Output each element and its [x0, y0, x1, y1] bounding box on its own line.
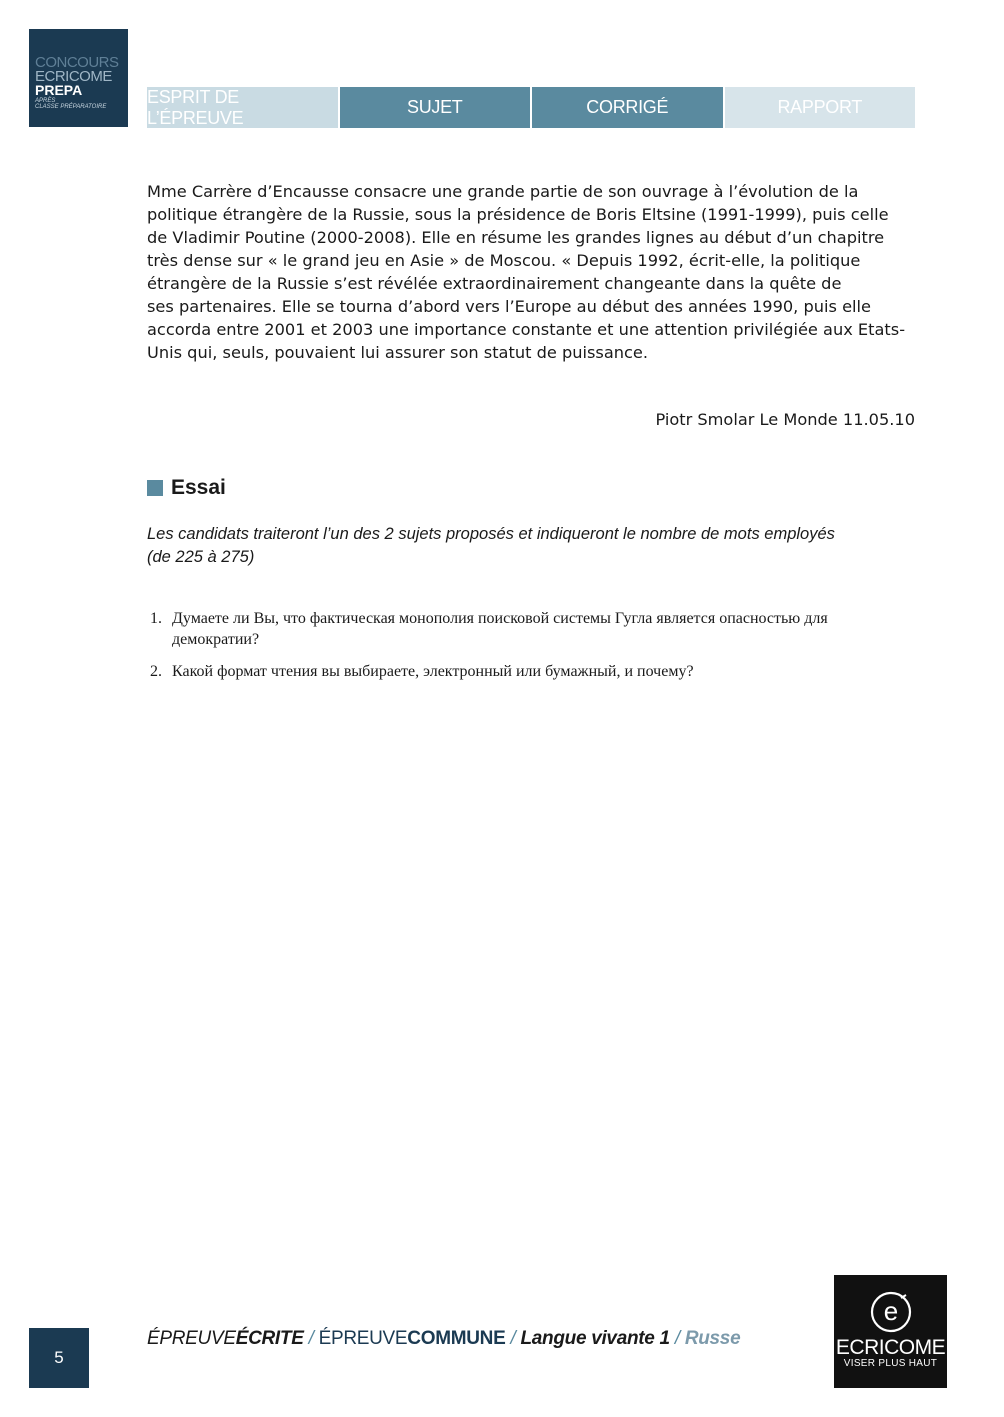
question-text: Какой формат чтения вы выбираете, электронный или бумажный, и почему?	[172, 663, 694, 680]
logo-concours: CONCOURS	[35, 54, 119, 71]
essay-questions	[147, 608, 917, 693]
article-line: politique étrangère de la Russie, sous la présidence de Boris Eltsine (1991-1999), puis celle	[147, 205, 889, 224]
footer-ecrite: ÉCRITE	[235, 1328, 304, 1349]
logo-classe: CLASSE PRÉPARATOIRE	[35, 104, 107, 110]
article-line: étrangère de la Russie s’est révélée extraordinairement changeante dans la quête de	[147, 274, 842, 293]
logo-prepa: PREPA	[35, 82, 83, 98]
footer-separator: /	[510, 1328, 516, 1349]
page-number: 5	[29, 1328, 89, 1388]
tab-rapport[interactable]: RAPPORT	[725, 87, 916, 128]
ecricome-e-icon	[868, 1289, 914, 1335]
logo-apres: APRÈS	[35, 98, 56, 104]
article-line: de Vladimir Poutine (2000-2008). Elle en résume les grandes lignes au début d’un chapitre	[147, 228, 885, 247]
essay-heading	[147, 475, 226, 501]
question-text: Думаете ли Вы, что фактическая монополия поисковой системы Гугла является опасностью для демократии?	[172, 610, 828, 648]
logo-ecricome: ECRICOME	[35, 68, 112, 85]
essay-title: Essai	[171, 476, 226, 499]
article-line: accorda entre 2001 et 2003 une importance constante et une attention privilégiée aux Etats-	[147, 320, 906, 339]
article-line: très dense sur « le grand jeu en Asie » de Moscou. « Depuis 1992, écrit-elle, la politique	[147, 251, 861, 270]
article-line: Unis qui, seuls, pouvaient lui assurer son statut de puissance.	[147, 343, 649, 362]
footer-epreuve: ÉPREUVE	[147, 1328, 236, 1349]
instructions-line: Les candidats traiteront l’un des 2 sujets proposés et indiqueront le nombre de mots employés	[147, 525, 835, 543]
question-number: 2.	[150, 663, 162, 680]
footer-epreuve-2: ÉPREUVE	[318, 1328, 408, 1349]
tab-esprit-epreuve[interactable]: ESPRIT DE L’ÉPREUVE	[147, 87, 338, 128]
tab-corrige[interactable]: CORRIGÉ	[532, 87, 723, 128]
brand-tagline: VISER PLUS HAUT	[843, 1358, 938, 1369]
ecricome-brand-logo	[834, 1275, 947, 1388]
footer-separator: /	[308, 1328, 314, 1349]
footer-commune: COMMUNE	[407, 1328, 506, 1349]
instructions-line: (de 225 à 275)	[147, 548, 255, 566]
brand-name: ECRICOME	[835, 1336, 946, 1359]
article-source: Piotr Smolar Le Monde 11.05.10	[655, 410, 915, 429]
footer-langue: Langue vivante 1	[520, 1328, 670, 1349]
article-paragraph	[147, 180, 917, 364]
footer-exam-info	[147, 1326, 740, 1352]
square-bullet-icon	[147, 480, 163, 496]
brand-symbol: e	[883, 1296, 898, 1326]
concours-logo	[29, 29, 128, 127]
tab-sujet[interactable]: SUJET	[340, 87, 531, 128]
article-line: ses partenaires. Elle se tourna d’abord vers l’Europe au début des années 1990, puis elle	[147, 297, 872, 316]
footer-russe: Russe	[684, 1328, 741, 1349]
article-line: Mme Carrère d’Encausse consacre une grande partie de son ouvrage à l’évolution de la	[147, 182, 859, 201]
question-item	[147, 661, 917, 682]
section-tabs	[147, 87, 915, 128]
question-number: 1.	[150, 610, 162, 627]
footer-separator: /	[674, 1328, 680, 1349]
question-item	[147, 608, 917, 650]
essay-instructions	[147, 523, 917, 569]
